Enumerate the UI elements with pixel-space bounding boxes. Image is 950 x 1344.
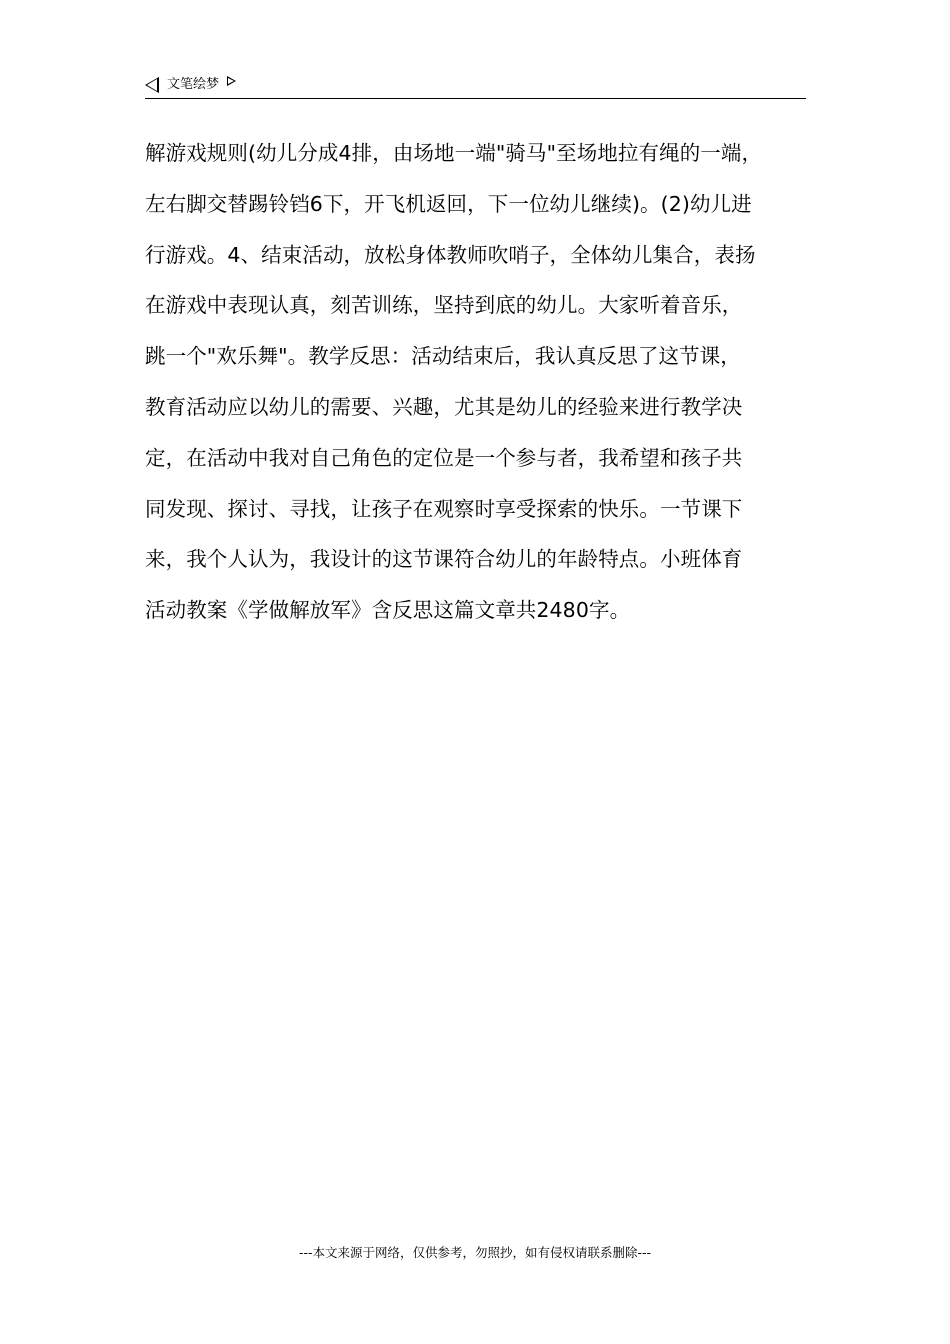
body-line: 定，在活动中我对自己角色的定位是一个参与者，我希望和孩子共 (145, 445, 743, 470)
body-line: 同发现、探讨、寻找，让孩子在观察时享受探索的快乐。一节课下 (145, 496, 743, 521)
document-body (145, 128, 810, 636)
triangle-left-icon (145, 77, 159, 93)
header-title: 文笔绘梦 (167, 77, 220, 92)
triangle-right-icon (227, 76, 236, 86)
body-line: 来，我个人认为，我设计的这节课符合幼儿的年龄特点。小班体育 (145, 547, 743, 572)
body-line: 在游戏中表现认真，刻苦训练，坚持到底的幼儿。大家听着音乐， (145, 293, 743, 318)
body-line: 活动教案《学做解放军》含反思这篇文章共2480字。 (145, 598, 631, 623)
body-line: 左右脚交替踢铃铛6下，开飞机返回，下一位幼儿继续)。(2)幼儿进 (145, 191, 752, 216)
page-header (145, 74, 806, 99)
body-line: 跳一个"欢乐舞"。教学反思：活动结束后，我认真反思了这节课， (145, 344, 741, 369)
page-footer: ---本文来源于网络，仅供参考，勿照抄，如有侵权请联系删除--- (298, 1245, 652, 1260)
body-line: 教育活动应以幼儿的需要、兴趣，尤其是幼儿的经验来进行教学决 (145, 394, 743, 419)
body-line: 行游戏。4、结束活动，放松身体教师吹哨子，全体幼儿集合，表扬 (145, 242, 756, 267)
header-row (145, 74, 806, 96)
body-line: 解游戏规则(幼儿分成4排，由场地一端"骑马"至场地拉有绳的一端， (145, 141, 763, 165)
